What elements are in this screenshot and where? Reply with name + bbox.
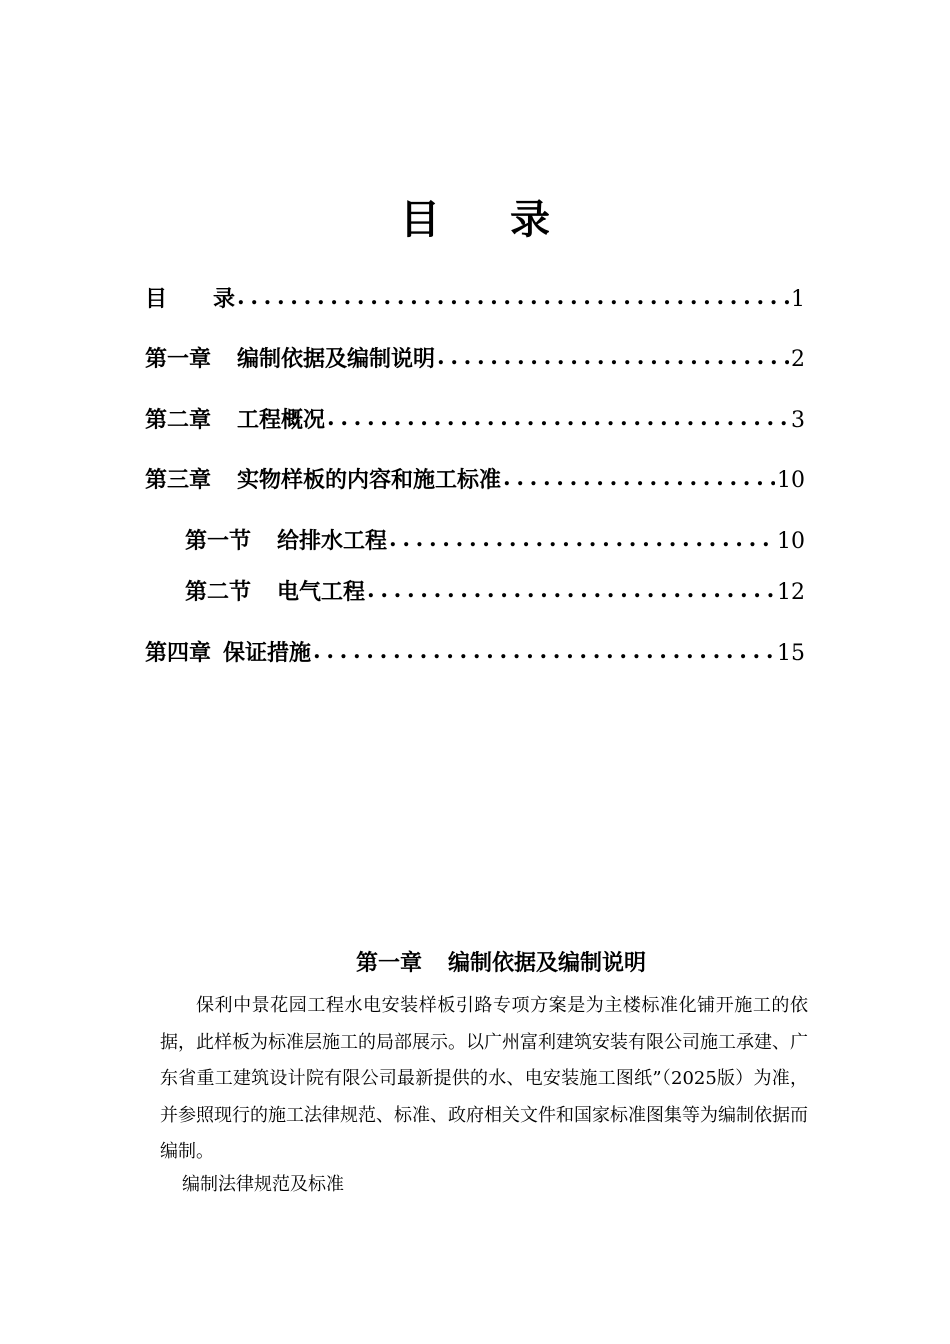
toc-leader-dots <box>313 638 775 664</box>
chapter-heading <box>0 946 950 977</box>
toc-entry-page: 10 <box>777 529 805 554</box>
toc-entry-title: 电气工程 <box>277 579 366 605</box>
toc-title-left: 目 <box>400 196 440 243</box>
toc-leader-dots <box>437 344 789 370</box>
toc-entry-label: 第三章 <box>145 467 212 493</box>
toc-entry-title: 保证措施 <box>223 640 312 666</box>
toc-entry-title: 实物样板的内容和施工标准 <box>237 467 502 493</box>
toc-entry-contents[interactable] <box>145 282 805 316</box>
toc-entry-title: 工程概况 <box>237 407 326 433</box>
toc-entry-title: 编制依据及编制说明 <box>237 346 436 372</box>
toc-entry-section-2[interactable] <box>185 575 805 609</box>
toc-leader-dots <box>389 526 775 552</box>
toc-entry-page: 12 <box>777 580 805 605</box>
chapter-title: 编制依据及编制说明 <box>448 950 647 976</box>
toc-entry-title: 录 <box>213 286 236 312</box>
toc-leader-dots <box>367 577 775 603</box>
toc-entry-page: 3 <box>791 408 805 433</box>
toc-entry-label: 第四章 <box>145 640 212 666</box>
toc-entry-chapter-1[interactable] <box>145 342 805 376</box>
toc-entry-section-1[interactable] <box>185 524 805 558</box>
chapter-number: 第一章 <box>355 950 422 976</box>
toc-entry-chapter-3[interactable] <box>145 463 805 497</box>
toc-entry-label: 第二节 <box>185 579 252 605</box>
toc-entry-page: 15 <box>777 641 805 666</box>
toc-entry-page: 2 <box>791 347 805 372</box>
toc-entry-page: 1 <box>791 287 805 312</box>
body-paragraph: 保利中景花园工程水电安装样板引路专项方案是为主楼标准化铺开施工的依据，此样板为标准层施工的局部展示。以广州富利建筑安装有限公司施工承建、广东省重工建筑设计院有限公司最新提供的水、电安装施工图纸”（2025版）为准，并参照现行的施工法律规范、标准、政府相关文件和国家标准图集等为编制依据而编制。 <box>160 995 808 1162</box>
section-subheading: 编制法律规范及标准 <box>182 1174 344 1195</box>
toc-leader-dots <box>503 465 775 491</box>
toc-leader-dots <box>237 284 789 310</box>
toc-entry-chapter-4[interactable] <box>145 636 805 670</box>
toc-entry-chapter-2[interactable] <box>145 403 805 437</box>
toc-leader-dots <box>327 405 789 431</box>
toc-entry-title: 给排水工程 <box>277 528 388 554</box>
toc-title <box>0 188 950 245</box>
toc-entry-label: 第一节 <box>185 528 252 554</box>
toc-entry-label: 第一章 <box>145 346 212 372</box>
toc-entry-label: 目 <box>145 286 168 312</box>
toc-entry-label: 第二章 <box>145 407 212 433</box>
toc-title-right: 录 <box>510 196 550 243</box>
toc-entry-page: 10 <box>777 468 805 493</box>
